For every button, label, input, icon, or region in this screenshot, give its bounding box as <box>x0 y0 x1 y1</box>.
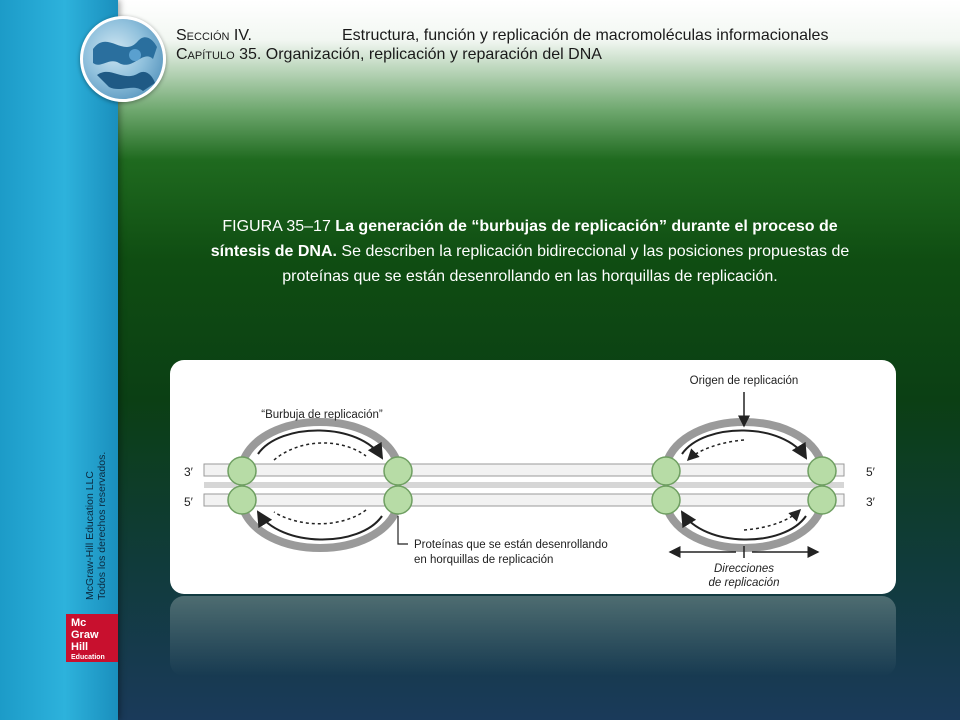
dna-bottom-strand <box>204 494 844 506</box>
proteins-callout-line <box>398 516 408 544</box>
logo-line4: Education <box>71 654 105 661</box>
diagram-reflection <box>170 596 896 676</box>
protein-circle <box>652 486 680 514</box>
protein-circle <box>228 457 256 485</box>
caption-rest: Se describen la replicación bidireccional y las posiciones propuestas de proteínas que se están desenrollando en las horquillas de replicación. <box>282 243 850 285</box>
molecule-illustration <box>83 19 163 99</box>
protein-circle <box>384 486 412 514</box>
left-bubble-top-arrow <box>258 430 382 458</box>
logo-line1: Mc <box>71 617 87 629</box>
logo-line2: Graw <box>71 629 99 641</box>
slide-header <box>176 26 876 64</box>
publisher-logo <box>66 614 118 662</box>
section-title: Estructura, función y replicación de macromoléculas informacionales <box>342 27 829 44</box>
left-bubble-bottom-dashed <box>274 510 366 524</box>
copyright-vertical <box>84 420 108 600</box>
right-bubble-bottom-arc <box>666 506 822 548</box>
section-label: Sección IV. <box>176 27 252 44</box>
protein-circle <box>808 486 836 514</box>
chapter-line <box>176 45 876 64</box>
caption-bold: La generación de “burbujas de replicación” durante el proceso de síntesis de DNA. <box>210 218 838 260</box>
left-top-end-label: 3′ <box>184 465 193 479</box>
directions-label-line2: de replicación <box>708 577 780 589</box>
caption-prefix: FIGURA 35–17 <box>222 218 336 235</box>
right-bubble-top-arrow <box>682 430 806 458</box>
proteins-label-line1: Proteínas que se están desenrollando <box>414 539 608 551</box>
diagram-svg <box>170 360 896 594</box>
proteins-label-line2: en horquillas de replicación <box>414 554 554 566</box>
dna-strands <box>204 464 844 506</box>
copyright-line1: McGraw-Hill Education LLC <box>84 471 96 600</box>
right-top-end-label: 5′ <box>866 465 875 479</box>
left-bubble-bottom-arc <box>242 506 398 548</box>
replication-diagram <box>170 360 896 594</box>
left-bubble-bottom-arrow <box>258 512 382 540</box>
right-bubble-bottom-dashed <box>744 510 800 530</box>
right-bubble-bottom-arrow <box>682 512 806 540</box>
bubble-label: “Burbuja de replicación” <box>261 409 383 421</box>
protein-circle <box>808 457 836 485</box>
right-bubble-top-arc <box>666 422 822 464</box>
left-bottom-end-label: 5′ <box>184 495 193 509</box>
logo-line3: Hill <box>71 641 89 653</box>
section-badge-image <box>80 16 166 102</box>
right-bottom-end-label: 3′ <box>866 495 875 509</box>
protein-circle <box>652 457 680 485</box>
protein-circle <box>228 486 256 514</box>
protein-circle <box>384 457 412 485</box>
dna-top-strand <box>204 464 844 476</box>
chapter-title: Organización, replicación y reparación del DNA <box>265 46 602 63</box>
figure-caption <box>200 214 860 289</box>
sidebar <box>0 0 118 720</box>
section-line <box>176 26 876 45</box>
origin-label: Origen de replicación <box>689 375 799 387</box>
left-bubble-top-dashed <box>274 443 366 460</box>
directions-label-line1: Direcciones <box>713 563 775 575</box>
chapter-label: Capítulo 35. <box>176 46 262 63</box>
right-bubble-top-dashed <box>688 440 744 460</box>
copyright-line2: Todos los derechos reservados. <box>96 451 108 600</box>
